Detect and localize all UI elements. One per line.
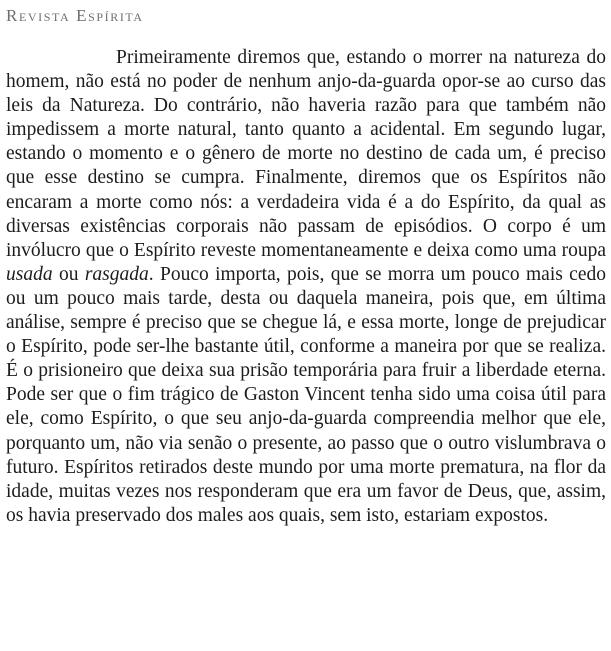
- body-paragraph: [6, 46, 606, 528]
- paragraph-text-segment-2: ou: [52, 263, 85, 285]
- paragraph-text-segment-1: Primeiramente diremos que, estando o morrer na natureza do homem, não está no poder de nenhum anjo-da-guarda opor-se ao curso das leis da Natureza. Do contrário, não haveria razão para que também não impedissem a morte natural, tanto quanto a acidental. Em segundo lugar, estando o momento e o gênero de morte no destino de cada um, é preciso que esse destino se cumpra. Finalmente, diremos que os Espíritos não encaram a morte como nós: a verdadeira vida é a do Espírito, da qual as diversas existências corporais não passam de episódios. O corpo é um invólucro que o Espírito reveste momentaneamente e deixa como uma roupa: [6, 47, 606, 261]
- italic-word-rasgada: rasgada: [84, 263, 149, 285]
- italic-word-usada: usada: [6, 263, 53, 285]
- running-head: Revista Espírita: [6, 6, 144, 25]
- paragraph-text-segment-3: . Pouco importa, pois, que se morra um pouco mais cedo ou um pouco mais tarde, desta ou daquela maneira, pois que, em última análise, sempre é preciso que se chegue lá, e essa morte, longe de prejudicar o Espírito, pode ser-lhe bastante útil, conforme a maneira por que se realiza. É o prisioneiro que deixa sua prisão temporária para fruir a liberdade eterna. Pode ser que o fim trágico de Gaston Vincent tenha sido uma coisa útil para ele, como Espírito, o que seu anjo-da-guarda compreendia melhor que ele, porquanto um, não via senão o presente, ao passo que o outro vislumbrava o futuro. Espíritos retirados deste mundo por uma morte prematura, na flor da idade, muitas vezes nos responderam que era um favor de Deus, que, assim, os havia preservado dos males aos quais, sem isto, estariam expostos.: [6, 263, 606, 526]
